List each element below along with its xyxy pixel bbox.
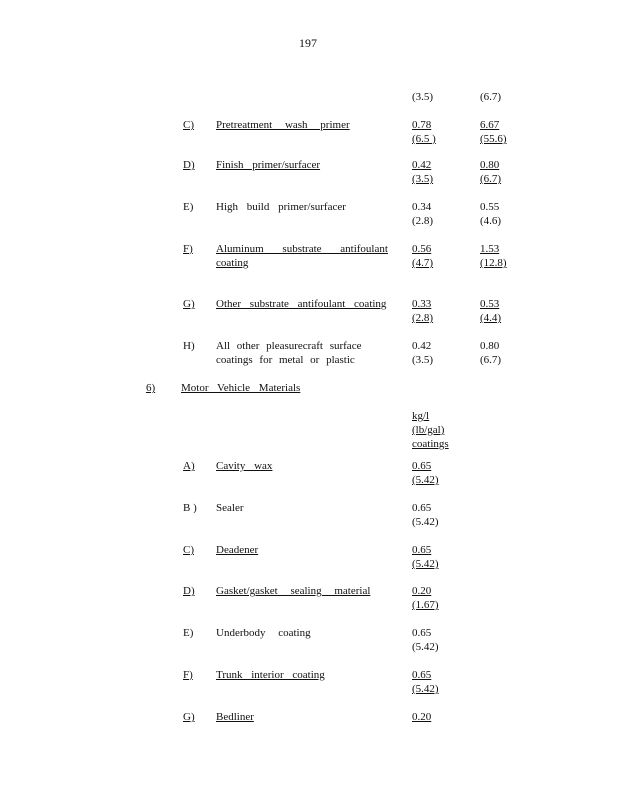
- value-lb: (5.42): [412, 516, 439, 528]
- section-title: Motor Vehicle Materials: [181, 382, 301, 394]
- section-number: 6): [146, 382, 156, 394]
- value-kg: 6.67: [480, 119, 500, 131]
- value-kg: 0.34: [412, 201, 432, 213]
- row-letter: G): [183, 298, 195, 310]
- unit-lb-gal: (lb/gal): [412, 424, 445, 436]
- value-lb: (12.8): [480, 257, 507, 269]
- value-kg: 1.53: [480, 243, 500, 255]
- row-letter: D): [183, 585, 195, 597]
- row-label: Trunk interior coating: [216, 669, 325, 681]
- top-value-1: (3.5): [412, 91, 434, 103]
- row-letter: G): [183, 711, 195, 723]
- value-lb: (55.6): [480, 133, 507, 145]
- row-label: Cavity wax: [216, 460, 273, 472]
- value-kg: 0.78: [412, 119, 432, 131]
- value-lb: (1.67): [412, 599, 439, 611]
- value-kg: 0.33: [412, 298, 432, 310]
- unit-kg-l: kg/l: [412, 410, 430, 422]
- row-letter: E): [183, 627, 194, 639]
- row-label: Other substrate antifoulant coating: [216, 298, 387, 310]
- row-label: Finish primer/surfacer: [216, 159, 321, 171]
- value-lb: (3.5): [412, 173, 434, 185]
- row-label-line1: Aluminum substrate antifoulant: [216, 243, 388, 255]
- row-label-line2: coatings for metal or plastic: [216, 354, 355, 366]
- row-letter: H): [183, 340, 195, 352]
- value-kg: 0.20: [412, 711, 432, 723]
- value-kg: 0.65: [412, 627, 432, 639]
- row-label: High build primer/surfacer: [216, 201, 346, 213]
- value-lb: (4.4): [480, 312, 502, 324]
- value-kg: 0.53: [480, 298, 500, 310]
- top-value-2: (6.7): [480, 91, 502, 103]
- row-label: Gasket/gasket sealing material: [216, 585, 371, 597]
- value-kg: 0.80: [480, 340, 500, 352]
- value-lb: (5.42): [412, 683, 439, 695]
- value-lb: (2.8): [412, 312, 434, 324]
- value-lb: (5.42): [412, 558, 439, 570]
- page-number: 197: [299, 36, 317, 50]
- value-lb: (5.42): [412, 474, 439, 486]
- row-letter: E): [183, 201, 194, 213]
- value-kg: 0.65: [412, 669, 432, 681]
- value-kg: 0.65: [412, 460, 432, 472]
- value-kg: 0.55: [480, 201, 500, 213]
- value-kg: 0.65: [412, 502, 432, 514]
- row-label: Deadener: [216, 544, 259, 556]
- value-lb: (3.5): [412, 354, 434, 366]
- value-kg: 0.42: [412, 340, 432, 352]
- value-kg: 0.56: [412, 243, 432, 255]
- value-kg: 0.65: [412, 544, 432, 556]
- value-lb: (5.42): [412, 641, 439, 653]
- value-lb: (6.5 ): [412, 133, 436, 145]
- row-label-line1: All other pleasurecraft surface: [216, 340, 362, 352]
- unit-coatings: coatings: [412, 438, 449, 450]
- unit-header: [412, 409, 449, 451]
- value-kg: 0.42: [412, 159, 432, 171]
- value-kg: 0.80: [480, 159, 500, 171]
- row-letter: D): [183, 159, 195, 171]
- row-label: Underbody coating: [216, 627, 311, 639]
- value-lb: (6.7): [480, 354, 502, 366]
- value-lb: (4.6): [480, 215, 502, 227]
- row-letter: F): [183, 669, 193, 681]
- row-label-line2: coating: [216, 257, 249, 269]
- row-letter: F): [183, 243, 193, 255]
- row-label: Bedliner: [216, 711, 254, 723]
- row-letter: C): [183, 544, 194, 556]
- row-label: Sealer: [216, 502, 244, 514]
- value-lb: (2.8): [412, 215, 434, 227]
- row-letter: A): [183, 460, 195, 472]
- row-letter: C): [183, 119, 194, 131]
- row-label: Pretreatment wash primer: [216, 119, 350, 131]
- value-kg: 0.20: [412, 585, 432, 597]
- value-lb: (6.7): [480, 173, 502, 185]
- row-letter: B ): [183, 502, 197, 514]
- value-lb: (4.7): [412, 257, 434, 269]
